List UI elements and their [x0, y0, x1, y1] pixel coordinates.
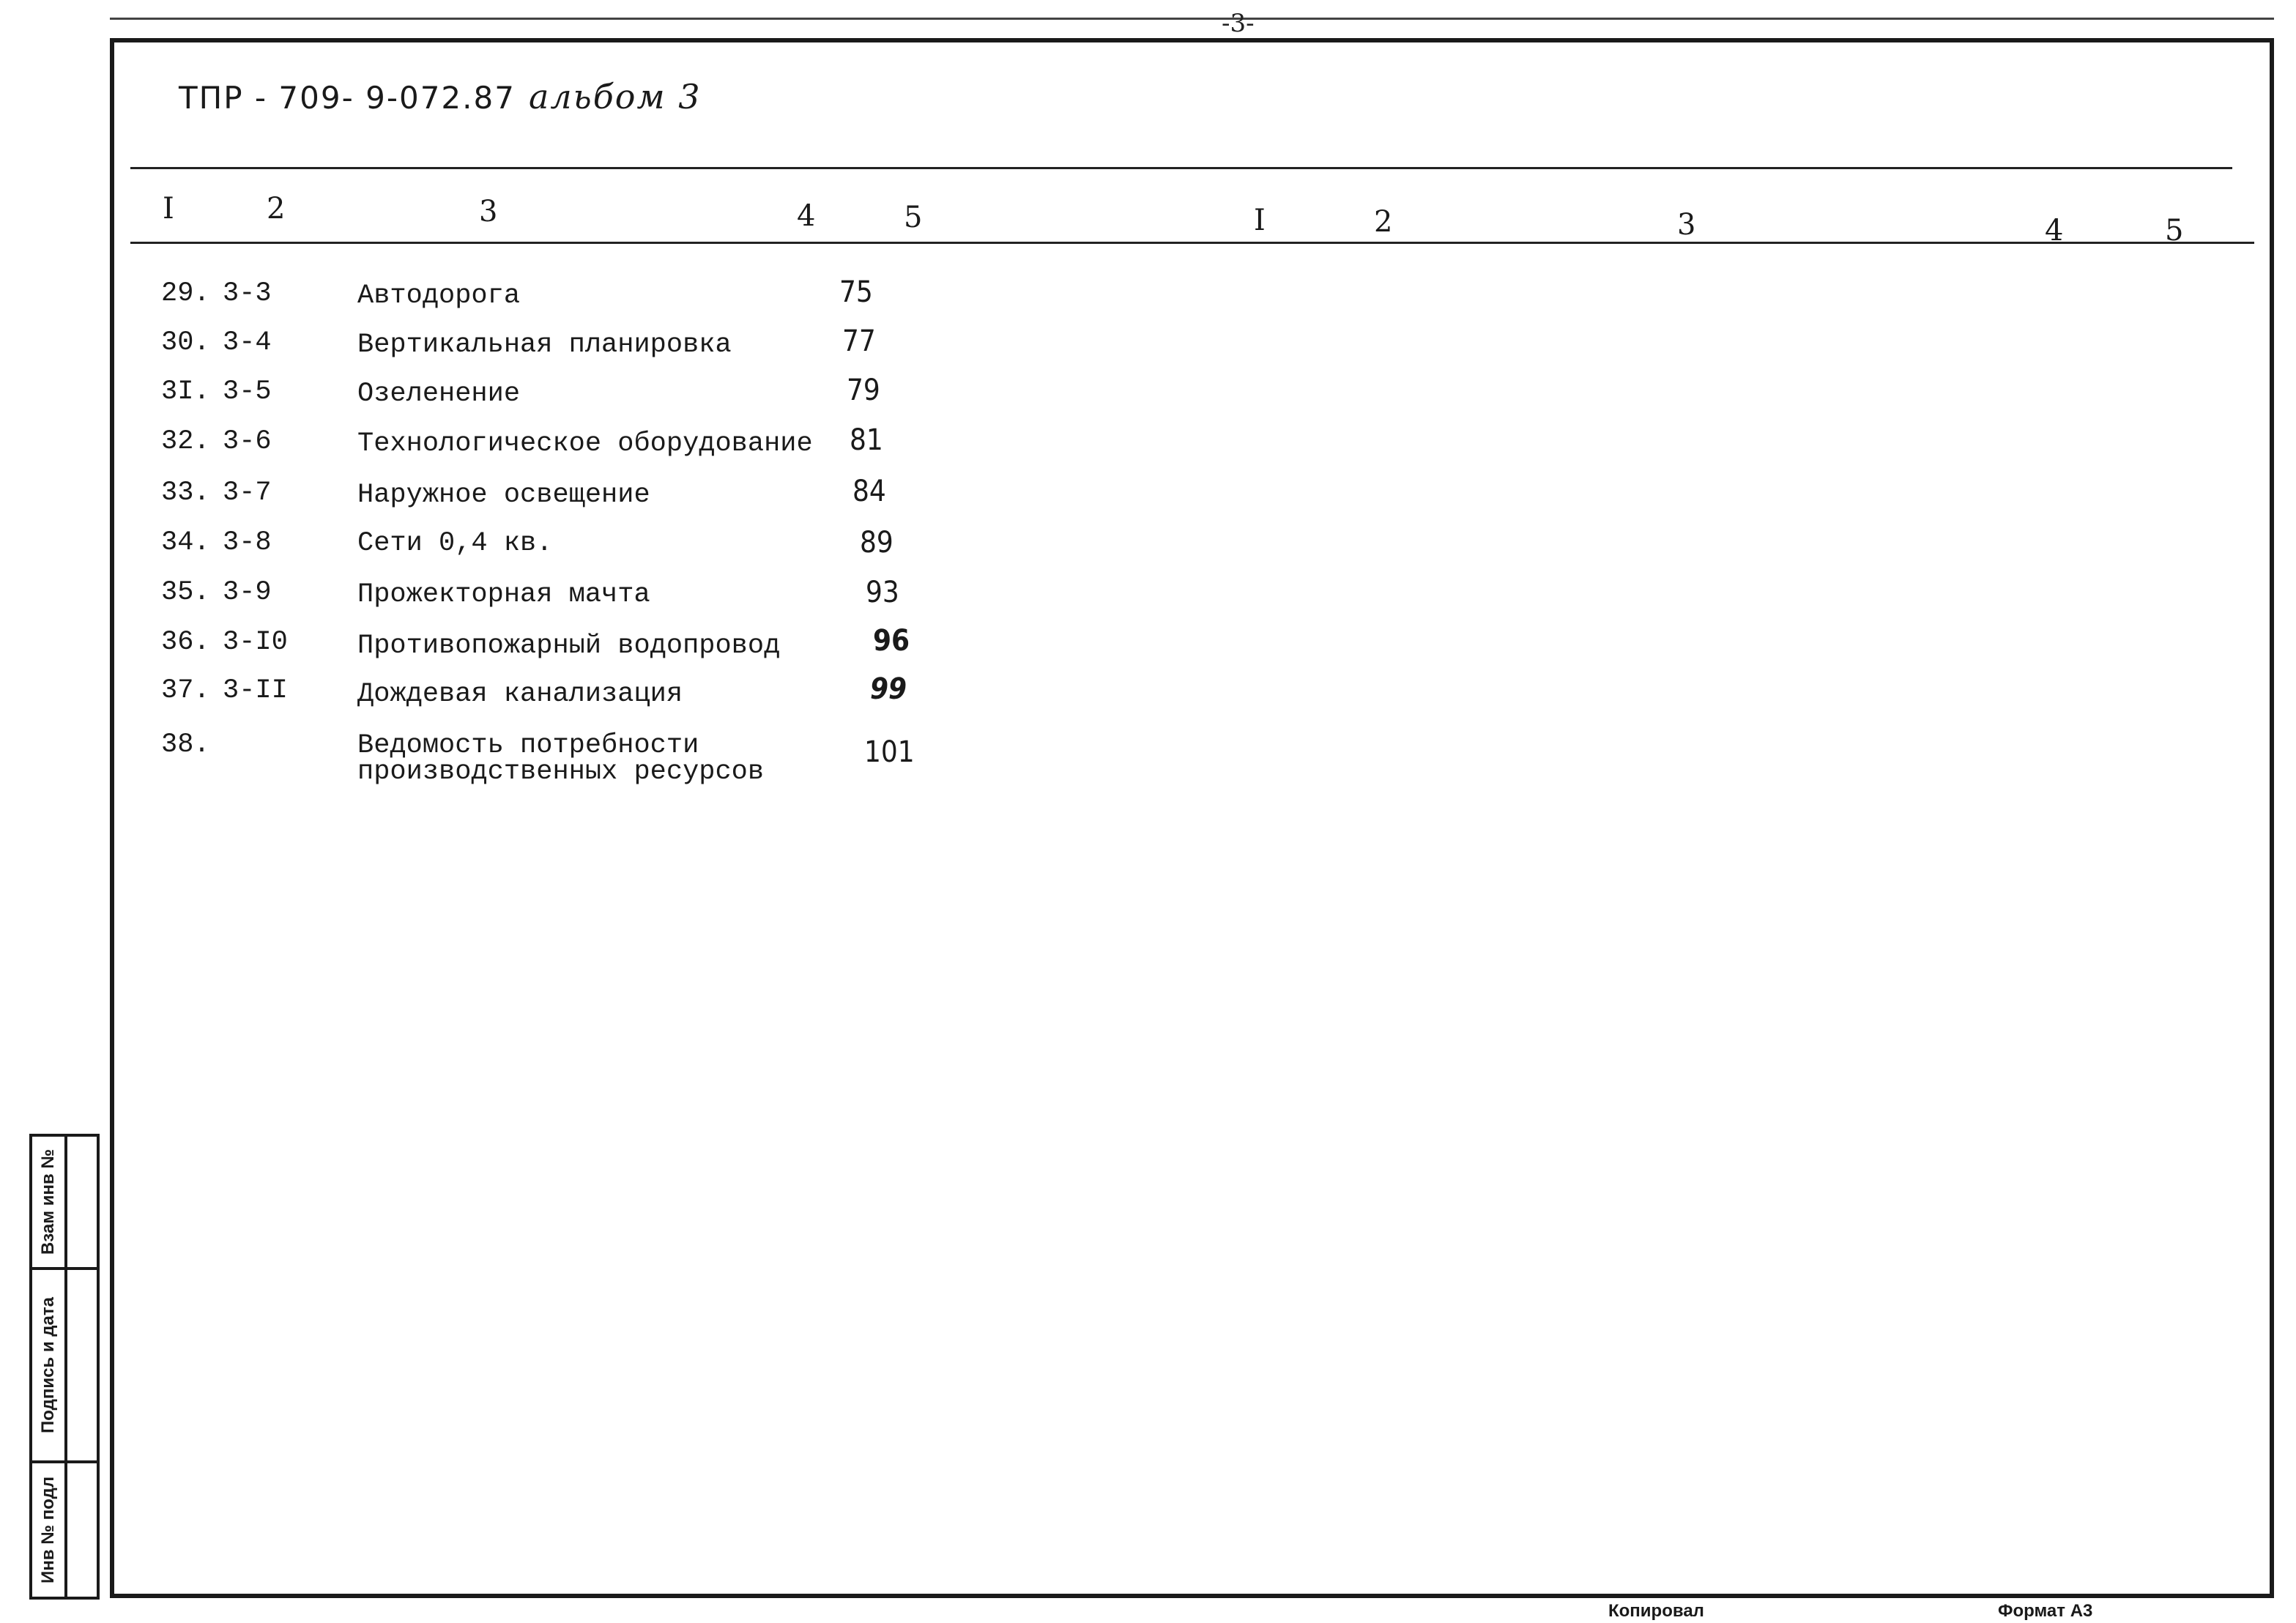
row-number: 29.: [161, 278, 210, 309]
row-code: 3-7: [223, 478, 272, 508]
row-code: 3-9: [223, 577, 272, 608]
row-number: 36.: [161, 627, 210, 658]
row-title: Дождевая канализация: [357, 679, 683, 710]
row-page: 93: [866, 576, 899, 609]
row-number: 33.: [161, 478, 210, 508]
left-col-1-header: I: [163, 192, 174, 226]
row-title: Вертикальная планировка: [357, 330, 732, 360]
row-title-line-1: Ведомость потребности: [357, 730, 699, 761]
left-col-4-header: 4: [797, 199, 816, 233]
side-block-vzam: [29, 1134, 100, 1270]
row-code: 3-4: [223, 327, 272, 358]
row-page: 77: [842, 324, 876, 358]
row-number: 38.: [161, 729, 210, 760]
header-top-rule: [130, 167, 2232, 169]
right-col-5-header: 5: [2165, 214, 2184, 248]
side-label-vzam: Взам инв №: [38, 1148, 58, 1255]
row-number: 30.: [161, 327, 210, 358]
row-title: Прожекторная мачта: [357, 579, 650, 610]
row-page: 75: [839, 275, 873, 309]
row-number: 3I.: [161, 376, 210, 407]
row-page: 101: [864, 735, 915, 769]
right-col-1-header: I: [1254, 204, 1266, 237]
row-code: 3-I0: [223, 627, 288, 658]
side-block-signature: [29, 1267, 100, 1463]
row-title: Наружное освещение: [357, 480, 650, 510]
row-title: Противопожарный водопровод: [357, 631, 781, 661]
row-page: 99: [870, 672, 907, 706]
row-code: 3-8: [223, 527, 272, 558]
page-number: -3-: [1222, 9, 1255, 38]
row-code: 3-3: [223, 278, 272, 309]
left-col-2-header: 2: [267, 192, 286, 226]
side-label-signature: Подпись и дата: [38, 1297, 58, 1433]
side-block-inv: [29, 1460, 100, 1600]
row-code: 3-6: [223, 426, 272, 457]
row-code: 3-II: [223, 675, 288, 706]
row-title: Автодорога: [357, 281, 521, 311]
row-page: 84: [852, 475, 886, 508]
footer-format: Формат А3: [1998, 1601, 2093, 1621]
top-border-line: [110, 18, 2274, 20]
drawing-frame: [110, 38, 2274, 1598]
row-page: 79: [847, 374, 880, 407]
row-title: [357, 732, 764, 785]
row-number: 35.: [161, 577, 210, 608]
row-number: 37.: [161, 675, 210, 706]
row-page: 89: [860, 526, 893, 560]
row-title: Технологическое оборудование: [357, 428, 813, 459]
row-title-line-2: производственных ресурсов: [357, 757, 765, 787]
row-number: 32.: [161, 426, 210, 457]
row-title: Озеленение: [357, 379, 521, 409]
left-col-5-header: 5: [904, 201, 923, 234]
row-number: 34.: [161, 527, 210, 558]
document-code: [179, 77, 702, 116]
right-col-3-header: 3: [1677, 208, 1696, 242]
row-page: 96: [873, 624, 910, 658]
album-label: альбом 3: [528, 77, 702, 116]
side-label-inv: Инв № подл: [38, 1477, 58, 1583]
side-label-cell: [32, 1137, 67, 1267]
row-page: 81: [850, 423, 883, 457]
right-col-4-header: 4: [2045, 214, 2064, 248]
header-bottom-rule: [130, 242, 2254, 244]
footer-copied: Копировал: [1608, 1601, 1704, 1621]
doc-code-text: ТПР - 709- 9-072.87: [179, 80, 516, 116]
row-code: 3-5: [223, 376, 272, 407]
side-label-cell: [32, 1270, 67, 1460]
right-col-2-header: 2: [1374, 205, 1393, 239]
row-title: Сети 0,4 кв.: [357, 528, 553, 559]
side-label-cell: [32, 1463, 67, 1597]
left-col-3-header: 3: [479, 195, 498, 229]
